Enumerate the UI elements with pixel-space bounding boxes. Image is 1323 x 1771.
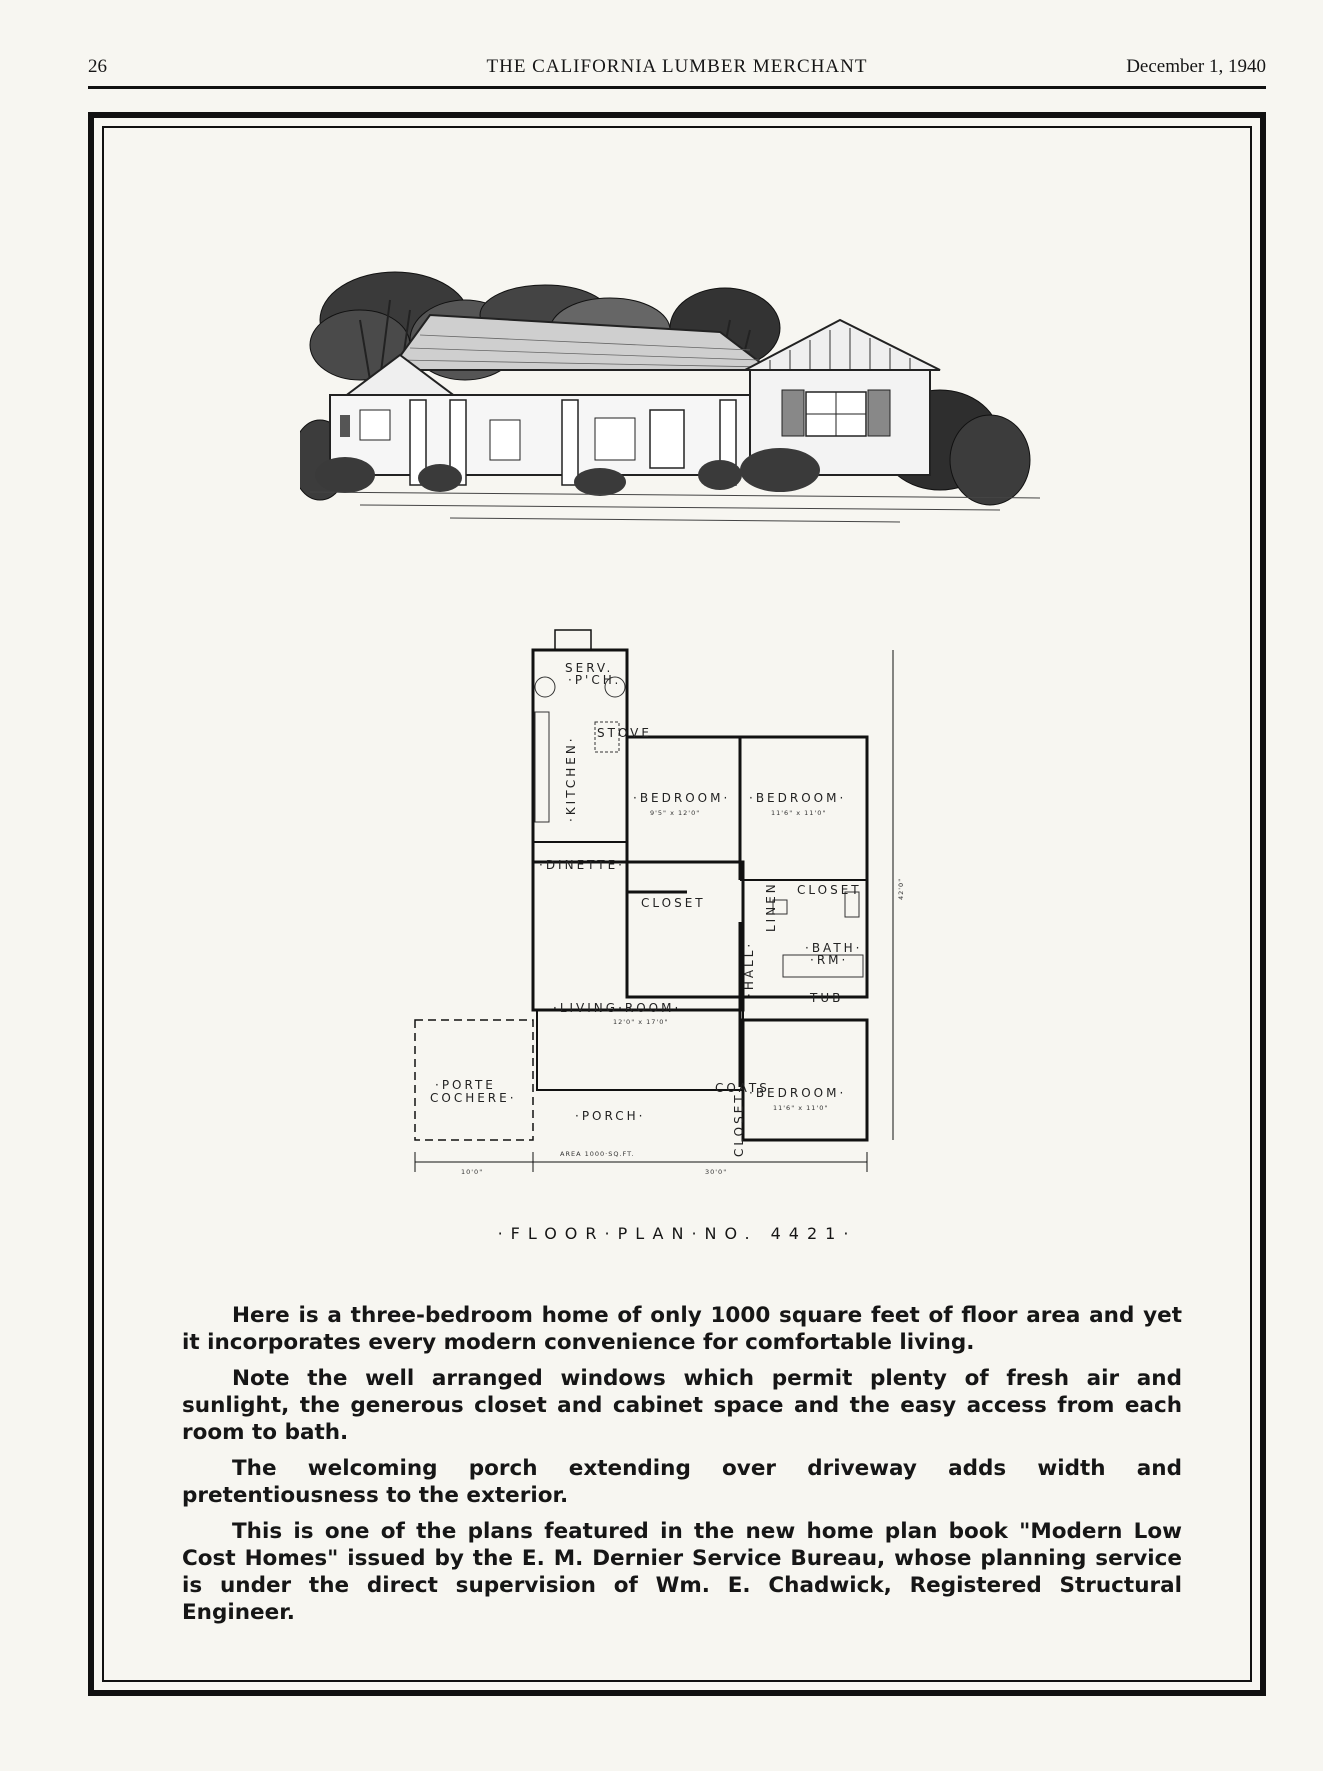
running-head (88, 56, 1266, 86)
dim-bedroom-3: 11'6" x 11'0" (773, 1104, 829, 1112)
label-stove: STOVE (597, 726, 652, 740)
dim-bedroom-1: 9'5" x 12'0" (650, 809, 701, 817)
article-paragraph: Here is a three-bedroom home of only 1000 square feet of floor area and yet it incorporates every modern convenience for comfortable living. (182, 1303, 1182, 1355)
label-kitchen: ·KITCHEN· (564, 735, 578, 822)
dim-side: 42'0" (897, 877, 905, 900)
label-bedroom-3: ·BEDROOM· (749, 1086, 847, 1100)
journal-title: THE CALIFORNIA LUMBER MERCHANT (486, 56, 868, 77)
label-closet-3: CLOSET (732, 1092, 746, 1157)
house-illustration (300, 260, 1060, 580)
label-serv-porch: SERV. (565, 661, 614, 675)
dim-left: 10'0" (461, 1168, 484, 1176)
label-coats: COATS (715, 1081, 770, 1095)
dim-living-room: 12'0" x 17'0" (613, 1018, 669, 1026)
label-living-room: ·LIVING·ROOM· (553, 1001, 682, 1015)
label-porte-cochere: ·PORTE (435, 1078, 496, 1092)
label-closet-2: CLOSET (797, 883, 862, 897)
article-body (182, 1302, 1182, 1635)
article-paragraph: Note the well arranged windows which permit plenty of fresh air and sunlight, the generous closet and cabinet space and the easy access from each room to bath. (182, 1366, 1182, 1445)
article-paragraph: This is one of the plans featured in the new home plan book "Modern Low Cost Homes" issued by the E. M. Dernier Service Bureau, whose planning service is under the direct supervision of Wm. E. Chadwick, Registered Structural Engineer. (182, 1519, 1182, 1625)
label-dinette: ·DINETTE· (539, 858, 625, 872)
article-paragraph: The welcoming porch extending over driveway adds width and pretentiousness to the exterior. (182, 1456, 1182, 1508)
label-linen: LINEN (764, 881, 778, 932)
page-number: 26 (88, 56, 107, 77)
label-bedroom-1: ·BEDROOM· (633, 791, 731, 805)
issue-date: December 1, 1940 (1126, 56, 1266, 77)
fixtures (535, 677, 863, 977)
dim-bottom: 30'0" (705, 1168, 728, 1176)
floor-plan-caption: ·FLOOR·PLAN·NO. 4421· (497, 1224, 857, 1243)
label-hall: ·HALL· (742, 940, 756, 997)
label-bath: ·BATH· (805, 941, 863, 955)
label-closet-1: CLOSET (641, 896, 706, 910)
floor-plan-drawing (405, 622, 965, 1207)
label-porch: ·PORCH· (575, 1109, 646, 1123)
label-serv-porch-2: ·P'CH. (568, 673, 622, 687)
label-tub: TUB (810, 991, 844, 1005)
dim-bedroom-2: 11'6" x 11'0" (771, 809, 827, 817)
header-rule (88, 86, 1266, 89)
label-porte-cochere-2: COCHERE· (430, 1091, 517, 1105)
label-area: AREA 1000·SQ.FT. (560, 1150, 635, 1158)
label-bath-rm: ·RM· (810, 953, 849, 967)
label-bedroom-2: ·BEDROOM· (749, 791, 847, 805)
ground-lines (310, 492, 1040, 522)
